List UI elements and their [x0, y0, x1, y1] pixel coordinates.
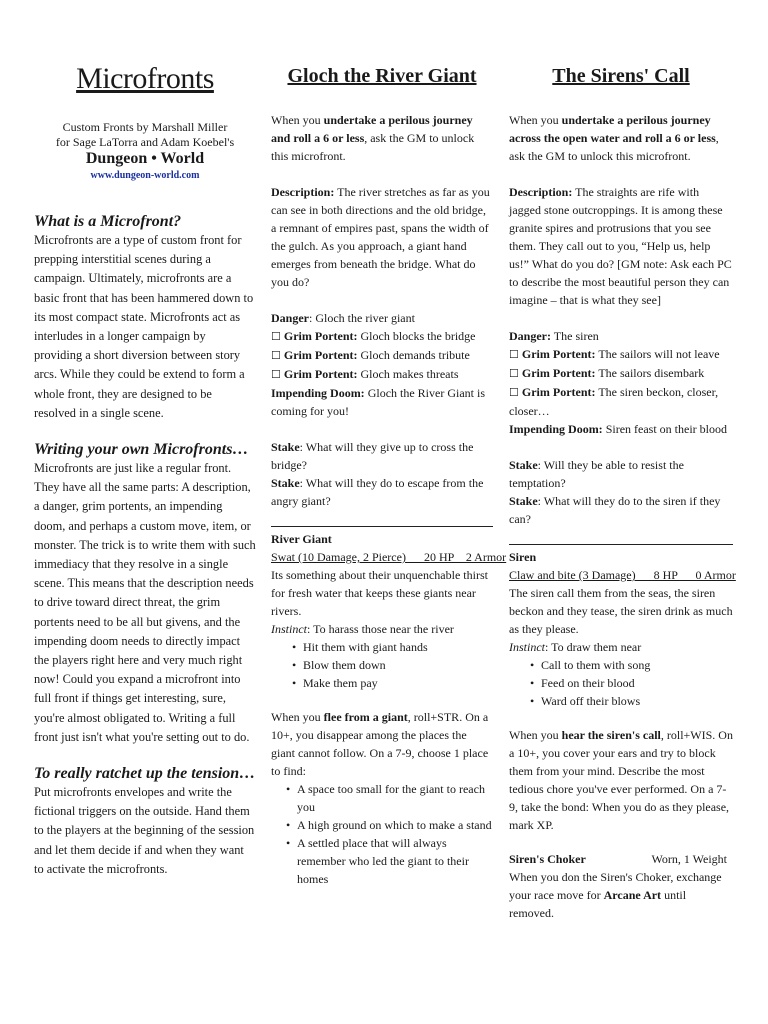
list-item: • Make them pay [303, 674, 493, 692]
list-item: • Ward off their blows [541, 692, 733, 710]
intro-column [34, 213, 256, 879]
checkbox-icon[interactable]: ☐ [271, 369, 281, 381]
sirens-description: Description: The straights are rife with jagged stone outcroppings. It is among these granite spires and protrusions that you see them. They call out to you, “Help us, help us!” What do you do? [GM note: Ask each PC to describe the most beautiful person they can imagine – that is what they see] [509, 185, 732, 307]
ratchet-text: Put microfronts envelopes and write the fictional triggers on the outside. Hand them to the players at the beginning of the session and let them decide if and when they want to activate the microfronts. [34, 785, 255, 876]
what-heading: What is a Microfront? [34, 213, 182, 230]
river-giant-statblock [271, 526, 507, 692]
sirens-stake-1: Stake: Will they be able to resist the temptation? [509, 458, 684, 490]
gloch-danger: Danger: Gloch the river giant [271, 311, 415, 325]
sirens-portent-3: ☐ Grim Portent: The siren beckon, closer, closer… [509, 385, 719, 418]
list-item: • A settled place that will always remember who led the giant to their homes [297, 834, 493, 888]
monster-description: The siren call them from the seas, the siren beckon and they tease, the siren drink as much as they please. [509, 586, 733, 636]
gloch-danger-block [271, 309, 493, 420]
sirens-trigger: When you undertake a perilous journey across the open water and roll a 6 or less, ask the GM to unlock this microfront. [509, 113, 719, 163]
credits [34, 120, 256, 183]
sirens-column [509, 111, 736, 922]
gloch-stake-2: Stake: What will they do to escape from the angry giant? [271, 476, 484, 508]
monster-moves [523, 656, 733, 710]
dungeon-world-logo-text: Dungeon • World [85, 150, 205, 167]
item-header: Siren's Choker Worn, 1 Weight [509, 852, 727, 866]
sirens-choker-item [509, 850, 733, 922]
flee-options [279, 780, 493, 888]
monster-name: River Giant [271, 532, 332, 546]
flee-move: When you flee from a giant, roll+STR. On a 10+, you disappear among the places the giant cannot follow. On a 7-9, choose 1 place to find: [271, 710, 489, 778]
credits-line-1: Custom Fronts by Marshall Miller [62, 120, 228, 134]
gloch-column [271, 111, 507, 888]
gloch-doom: Impending Doom: Gloch the River Giant is coming for you! [271, 386, 485, 418]
siren-statblock [509, 544, 736, 710]
monster-stats: Swat (10 Damage, 2 Pierce) 20 HP 2 Armor [271, 550, 507, 564]
gloch-trigger: When you undertake a perilous journey and roll a 6 or less, ask the GM to unlock this microfront. [271, 113, 475, 163]
monster-stats: Claw and bite (3 Damage) 8 HP 0 Armor [509, 568, 736, 582]
credits-line-2: for Sage LaTorra and Adam Koebel's [55, 134, 235, 149]
gloch-portent-2: ☐ Grim Portent: Gloch demands tribute [271, 348, 470, 362]
what-text: Microfronts are a type of custom front for prepping interstitial scenes during a campaign. Ultimately, microfronts are a basic front that has been hammered down to its most compact state. Microfronts act as interludes in a longer campaign by providing a short diversion between story arcs. While they could be extend to form a whole front, they are designed to be resolved in a single scene. [34, 233, 254, 420]
monster-instinct: Instinct: To draw them near [509, 640, 642, 654]
list-item: • Hit them with giant hands [303, 638, 493, 656]
gloch-title: Gloch the River Giant [287, 65, 477, 87]
sirens-doom: Impending Doom: Siren feast on their blood [509, 422, 727, 436]
monster-description: Its something about their unquenchable thirst for fresh water that keeps these giants near rivers. [271, 568, 488, 618]
gloch-description: Description: The river stretches as far as you can see in both directions and the old bridge, a remnant of empires past, spans the width of the gulch. As you approach, a giant hand emerges from beneath the bridge. What do you do? [271, 185, 490, 289]
list-item: • Call to them with song [541, 656, 733, 674]
gloch-stakes [271, 438, 493, 510]
monster-name: Siren [509, 550, 537, 564]
siren-call-move: When you hear the siren's call, roll+WIS. On a 10+, you cover your ears and try to block them from your mind. Describe the most tedious chore you've ever performed. On a 7-9, take the bond: When you do as they please, mark XP. [509, 728, 733, 832]
website-link[interactable]: www.dungeon-world.com [90, 169, 200, 181]
gloch-portent-3: ☐ Grim Portent: Gloch makes threats [271, 367, 459, 381]
checkbox-icon[interactable]: ☐ [271, 331, 281, 343]
list-item: • A space too small for the giant to reach you [297, 780, 493, 816]
sirens-portent-1: ☐ Grim Portent: The sailors will not leave [509, 347, 720, 361]
checkbox-icon[interactable]: ☐ [509, 368, 519, 380]
sirens-stake-2: Stake: What will they do to the siren if they can? [509, 494, 721, 526]
checkbox-icon[interactable]: ☐ [271, 350, 281, 362]
writing-heading: Writing your own Microfronts… [34, 441, 249, 459]
sirens-danger: Danger: The siren [509, 329, 599, 343]
gloch-stake-1: Stake: What will they give up to cross the bridge? [271, 440, 474, 472]
checkbox-icon[interactable]: ☐ [509, 387, 519, 399]
sirens-danger-block [509, 327, 733, 438]
page-title: Microfronts [76, 62, 214, 95]
monster-instinct: Instinct: To harass those near the river [271, 622, 454, 636]
list-item: • A high ground on which to make a stand [297, 816, 493, 834]
sirens-stakes [509, 456, 733, 528]
writing-text: Microfronts are just like a regular front. They have all the same parts: A description, a danger, grim portents, an impending doom, and perhaps a custom move, item, or monster. The trick is to write them with such immediacy that they resolve in a single scene. This means that the description needs to drive toward direct threat, the grim portents need to be all but givens, and the impending doom needs to directly impact the players right here and very much right now! Could you expand a microfront into full front if things get interesting, sure, you're almost obligated to. Writing a full front just isn't what you're setting out to do. [34, 461, 256, 744]
gloch-portent-1: ☐ Grim Portent: Gloch blocks the bridge [271, 329, 476, 343]
checkbox-icon[interactable]: ☐ [509, 349, 519, 361]
sirens-title: The Sirens' Call [552, 65, 690, 87]
item-tags: Worn, 1 Weight [651, 852, 727, 866]
list-item: • Blow them down [303, 656, 493, 674]
ratchet-heading: To really ratchet up the tension… [34, 765, 256, 783]
item-description: When you don the Siren's Choker, exchange your race move for Arcane Art until removed. [509, 870, 722, 920]
list-item: • Feed on their blood [541, 674, 733, 692]
monster-moves [285, 638, 493, 692]
sirens-portent-2: ☐ Grim Portent: The sailors disembark [509, 366, 705, 380]
